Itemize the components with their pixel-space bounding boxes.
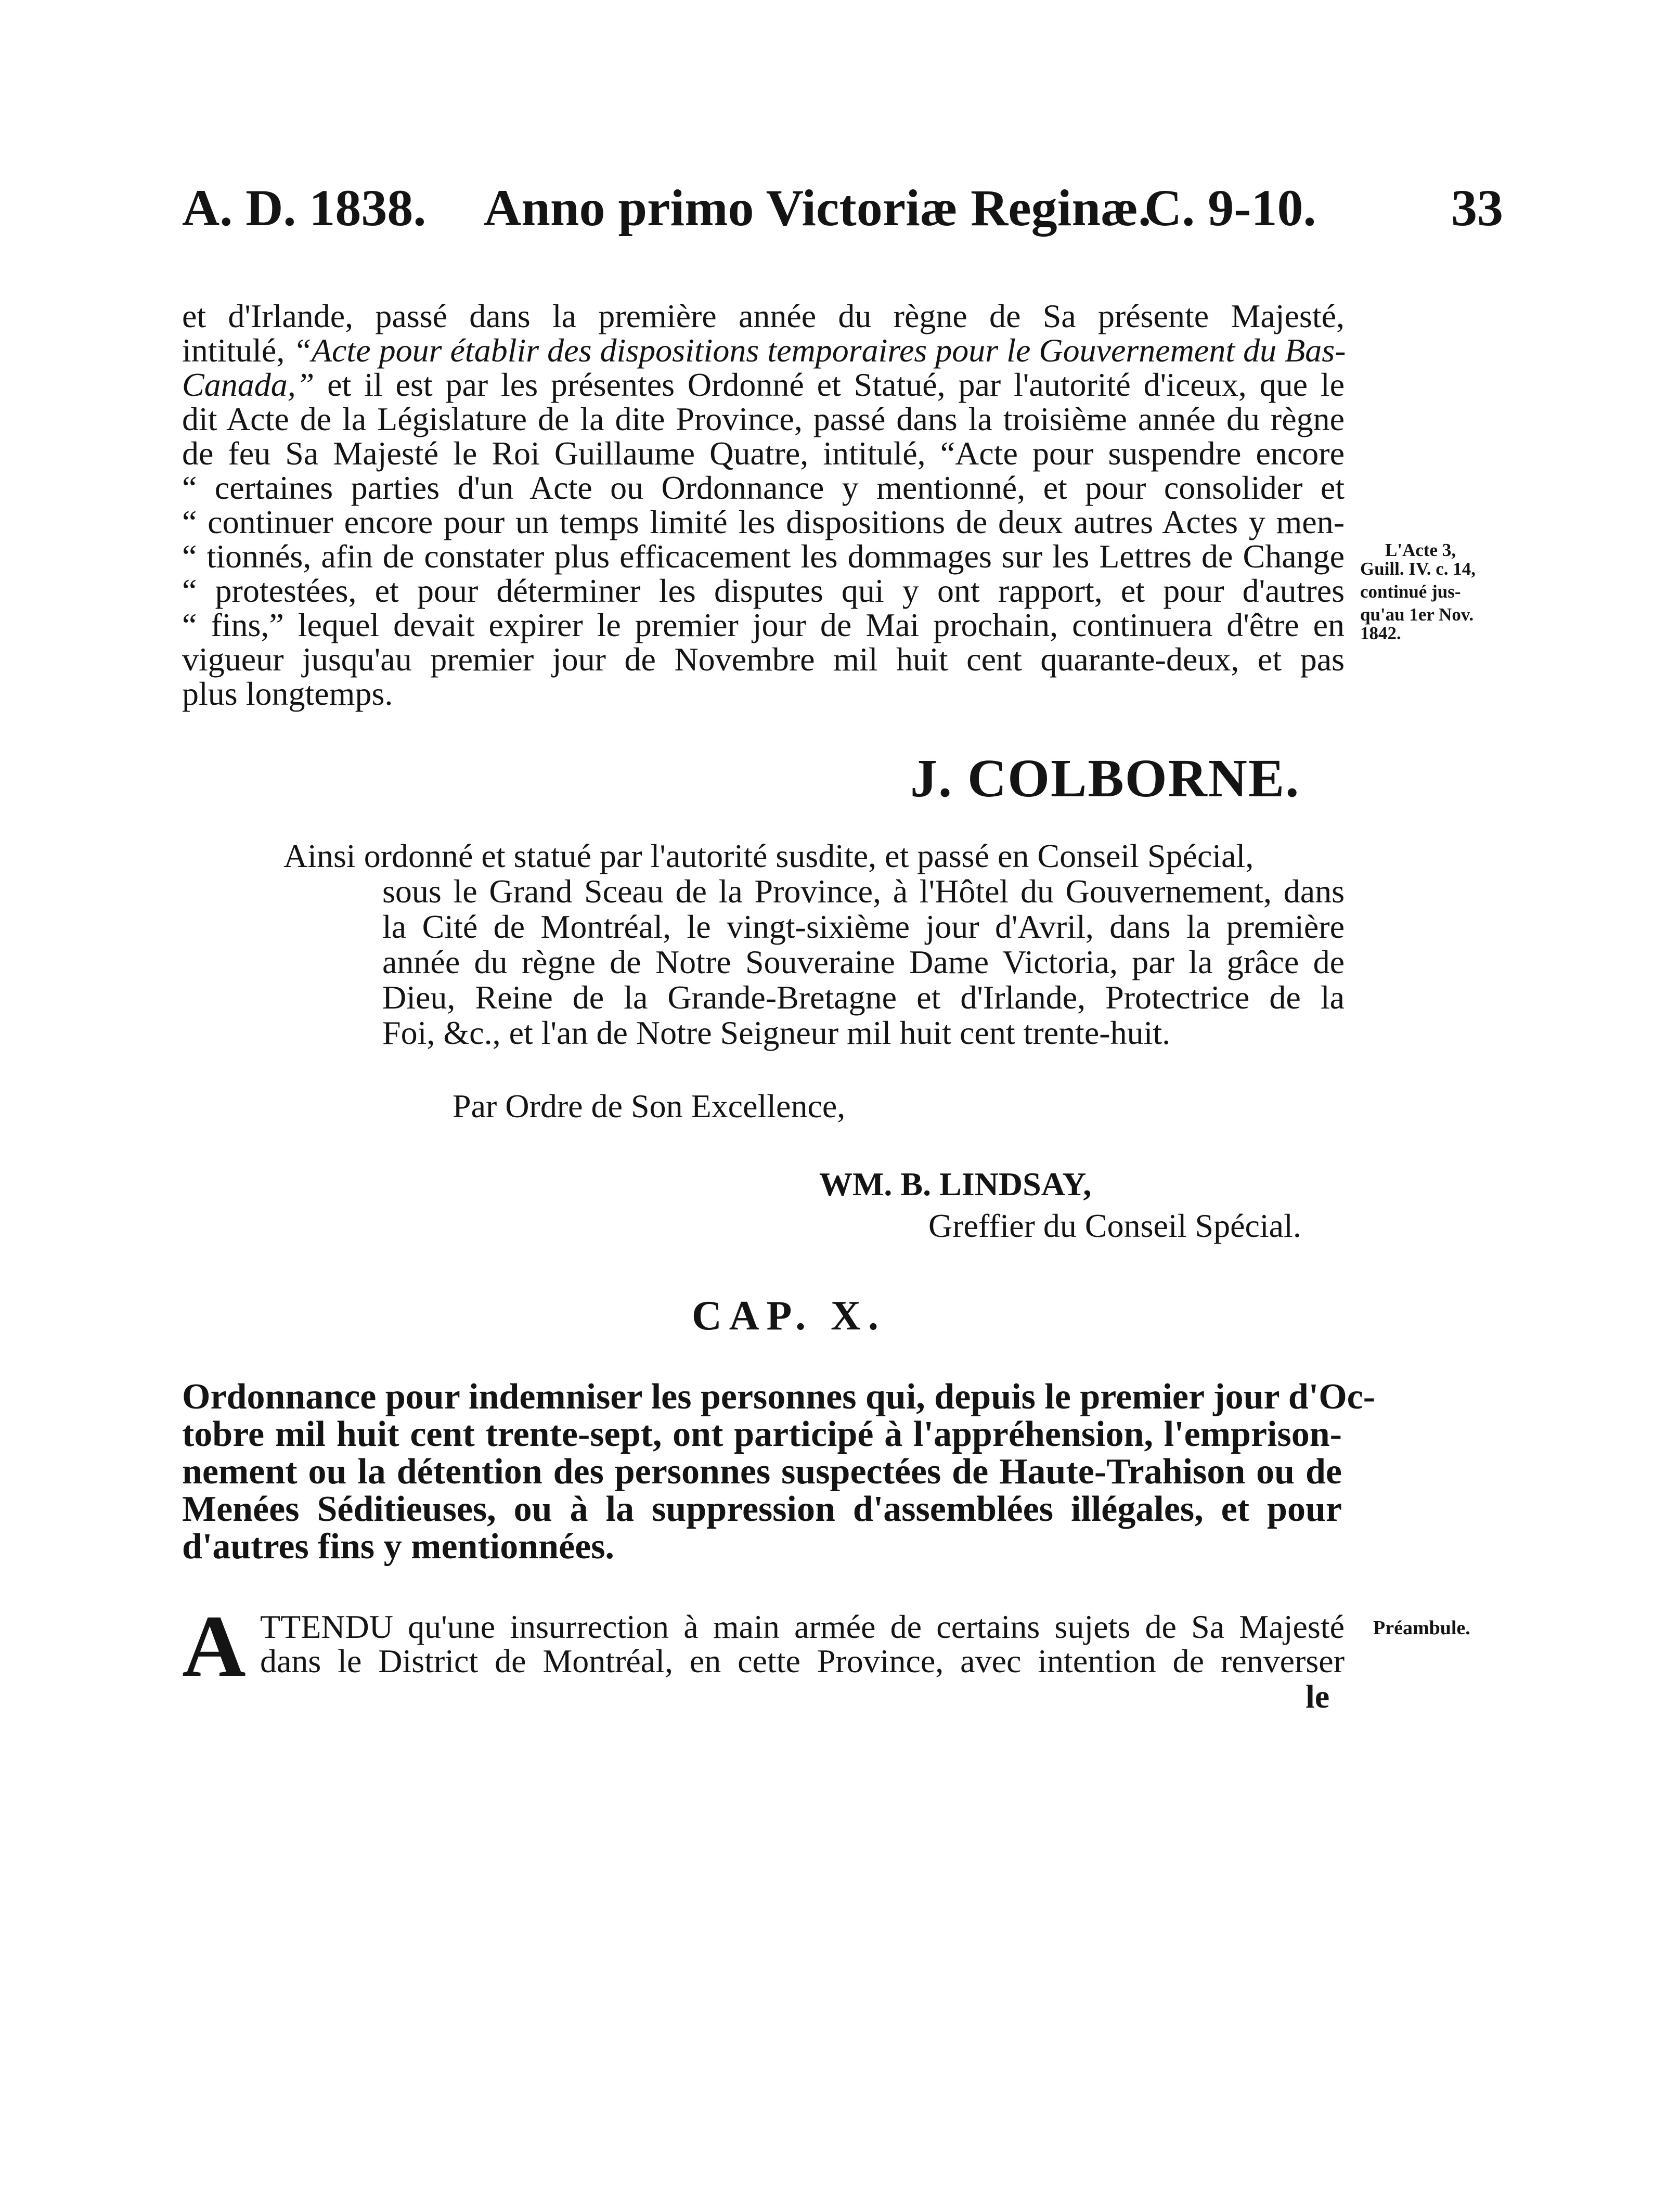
chapter-heading: CAP. X. [692, 1293, 886, 1339]
enactment-clause [283, 838, 1345, 874]
enactment-line: Dieu, Reine de la Grande-Bretagne et d'Irlande, Protectrice de la [382, 979, 1345, 1016]
ordinance-title-line: Menées Séditieuses, ou à la suppression d'assemblées illégales, et pour [182, 1489, 1342, 1529]
catchword: le [1306, 1678, 1330, 1715]
header-chapter: C. 9-10. [1144, 179, 1316, 237]
header-year: A. D. 1838. [182, 179, 427, 237]
body-line: de feu Sa Majesté le Roi Guillaume Quatre, intitulé, “Acte pour suspendre encore [182, 435, 1345, 472]
ordinance-title-line: d'autres fins y mentionnées. [182, 1527, 614, 1567]
body-line: “ protestées, et pour déterminer les disputes qui y ont rapport, et pour d'autres [182, 572, 1345, 609]
signature: J. COLBORNE. [910, 748, 1300, 808]
header-title: Anno primo Victoriæ Reginæ. [484, 179, 1152, 237]
body-line: intitulé, “Acte pour établir des dispositions temporaires pour le Gouvernement du Bas- [182, 332, 1346, 369]
body-paragraph [182, 299, 1345, 711]
body-line: Canada,” et il est par les présentes Ordonné et Statué, par l'autorité d'iceux, que le [182, 366, 1345, 403]
clerk-name: WM. B. LINDSAY, [819, 1166, 1092, 1203]
enactment-line: la Cité de Montréal, le vingt-sixième jour d'Avril, dans la première [382, 908, 1345, 945]
drop-cap: A [182, 1597, 246, 1695]
body-line: vigueur jusqu'au premier jour de Novembre mil huit cent quarante-deux, et pas [182, 641, 1345, 678]
body-line: et d'Irlande, passé dans la première année du règne de Sa présente Majesté, [182, 298, 1345, 334]
body-line: “ certaines parties d'un Acte ou Ordonnance y mentionné, et pour consolider et [182, 469, 1345, 506]
body-line: dit Acte de la Législature de la dite Province, passé dans la troisième année du règne [182, 400, 1345, 437]
preamble-margin-note: Préambule. [1373, 1617, 1470, 1639]
enactment-clause-indented [382, 874, 1345, 1051]
ordinance-title-line: Ordonnance pour indemniser les personnes qui, depuis le premier jour d'Oc- [182, 1377, 1376, 1417]
enactment-line: année du règne de Notre Souveraine Dame Victoria, par la grâce de [382, 944, 1345, 980]
enactment-line: Foi, &c., et l'an de Notre Seigneur mil huit cent trente-huit. [382, 1014, 1171, 1051]
ordinance-title [182, 1377, 1376, 1567]
margin-note-line: L'Acte 3, [1385, 540, 1456, 560]
enactment-line: sous le Grand Sceau de la Province, à l'Hôtel du Gouvernement, dans [382, 873, 1345, 910]
order-line: Par Ordre de Son Excellence, [453, 1088, 846, 1125]
margin-note-line: Guill. IV. c. 14, [1360, 559, 1476, 579]
margin-note-line: 1842. [1360, 623, 1401, 643]
preamble-paragraph [182, 1610, 1345, 1678]
body-line: “ tionnés, afin de constater plus efficacement les dommages sur les Lettres de Change [182, 538, 1345, 575]
preamble-line: TTENDU qu'une insurrection à main armée de certains sujets de Sa Majesté [260, 1608, 1345, 1645]
preamble-line: dans le District de Montréal, en cette Province, avec intention de renverser [260, 1643, 1345, 1679]
margin-note [1360, 541, 1476, 643]
margin-note-line: qu'au 1er Nov. [1360, 604, 1474, 625]
clerk-title: Greffier du Conseil Spécial. [928, 1207, 1301, 1244]
body-line: plus longtemps. [182, 675, 393, 712]
body-line: “ continuer encore pour un temps limité les dispositions de deux autres Actes y men- [182, 503, 1345, 540]
ordinance-title-line: tobre mil huit cent trente-sept, ont participé à l'appréhension, l'emprison- [182, 1414, 1342, 1454]
body-line: “ fins,” lequel devait expirer le premier jour de Mai prochain, continuera d'être en [182, 606, 1345, 643]
ordinance-title-line: nement ou la détention des personnes suspectées de Haute-Trahison ou de [182, 1452, 1342, 1492]
page-number: 33 [1451, 179, 1503, 237]
margin-note-line: continué jus- [1360, 581, 1461, 602]
enactment-line: Ainsi ordonné et statué par l'autorité susdite, et passé en Conseil Spécial, [283, 837, 1254, 874]
